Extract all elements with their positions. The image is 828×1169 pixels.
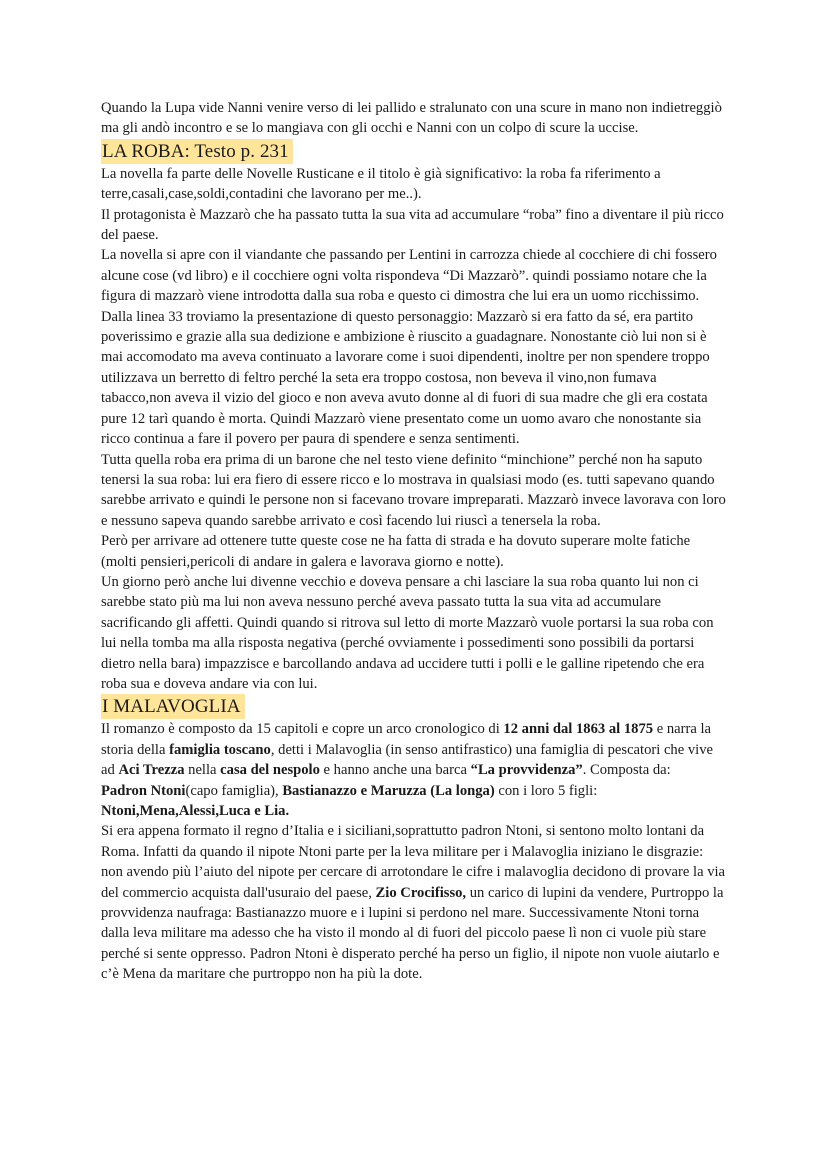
roba-paragraph-5: Tutta quella roba era prima di un barone che nel testo viene definito “minchione” perché non ha saputo tenersi la sua roba: lui era fiero di essere ricco e lo mostrava in qualsiasi modo (es. tutti sapevano quando sarebbe arrivato e quindi le persone non si facevano trovare impreparati. Mazzarò invece lavorava con loro e nessuno sapeva quando sarebbe arrivato e così facendo lui riuscì a tenersela la roba. <box>101 451 726 529</box>
text-span: e narra la storia della <box>101 721 711 758</box>
section-heading-la-roba: LA ROBA: Testo p. 231 <box>101 139 293 164</box>
roba-paragraph-1: La novella fa parte delle Novelle Rusticane e il titolo è già significativo: la roba fa riferimento a terre,casali,case,soldi,contadini che lavorano per me..). <box>101 165 661 203</box>
bold-span: Bastianazzo e Maruzza (La longa) <box>282 782 495 799</box>
intro-paragraph: Quando la Lupa vide Nanni venire verso di lei pallido e stralunato con una scure in mano non indietreggiò ma gli andò incontro e se lo mangiava con gli occhi e Nanni con un colpo di scure la uccise. <box>101 100 722 137</box>
text-span: Il romanzo è composto da 15 capitoli e copre un arco cronologico di <box>101 721 504 738</box>
bold-span: Zio Crocifisso, <box>375 884 467 901</box>
bold-span: 12 anni dal 1863 al 1875 <box>503 721 654 738</box>
text-span: e hanno anche una barca <box>319 762 471 779</box>
bold-span: famiglia toscano <box>169 741 271 758</box>
malavoglia-paragraph-2 <box>101 821 728 984</box>
bold-span: Padron Ntoni <box>101 782 186 799</box>
malavoglia-paragraph-1 <box>101 719 728 821</box>
roba-paragraph-2: Il protagonista è Mazzarò che ha passato tutta la sua vita ad accumulare “roba” fino a diventare il più ricco del paese. <box>101 206 724 244</box>
text-span: un carico di lupini da vendere, Purtroppo la provvidenza naufraga: Bastianazzo muore e i lupini si perdono nel mare. Successivamente Ntoni torna dalla leva militare ma adesso che ha visto il mondo al di fuori del piccolo paese lì non ci vuole più stare perché si sente oppresso. Padron Ntoni è disperato perché ha perso un figlio, il nipote non vuole aiutarlo e c’è Mena da maritare che purtroppo non ha più la dote. <box>101 884 724 983</box>
bold-span: “La provvidenza” <box>470 762 583 779</box>
text-span: , detti i Malavoglia (in senso antifrastico) una famiglia di pescatori che vive ad <box>101 741 713 779</box>
text-span: Si era appena formato il regno d’Italia e i siciliani,soprattutto padron Ntoni, si sentono molto lontani da Roma. Infatti da quando il nipote Ntoni parte per la leva militare per i Malavoglia iniziano le disgrazie: non avendo più l’aiuto del nipote per cercare di arrotondare le cifre i malavoglia decidono di provare la via del commercio acquista dall'usuraio del paese, <box>101 823 726 901</box>
bold-span: casa del nespolo <box>220 762 320 779</box>
roba-heading-wrap <box>101 139 728 164</box>
text-span: (capo famiglia), <box>185 782 283 799</box>
roba-paragraph-3: La novella si apre con il viandante che passando per Lentini in carrozza chiede al cocchiere di chi fossero alcune cose (vd libro) e il cocchiere ogni volta rispondeva “Di Mazzarò”. quindi possiamo notare che la figura di mazzarò viene introdotta dalla sua roba e questo ci dimostra che lui era un uomo ricchissimo. <box>101 247 717 305</box>
roba-paragraph-4: Dalla linea 33 troviamo la presentazione di questo personaggio: Mazzarò si era fatto da sé, era partito poverissimo e grazie alla sua dedizione e ambizione è riuscito a guadagnare. Nonostante ciò lui non si è mai accomodato ma aveva continuato a lavorare come i suoi dipendenti, inoltre per non spendere troppo utilizzava un berretto di feltro perché la seta era troppo costosa, non beveva il vino,non fumava tabacco,non aveva il vizio del gioco e non aveva avuto donne al di fuori di sua madre che gli era costata pure 12 tarì quando è morta. Quindi Mazzarò viene presentato come un uomo avaro che nonostante sia ricco continua a fare il povero per paura di spendere e senza sentimenti. <box>101 308 710 448</box>
bold-span: Ntoni,Mena,Alessi,Luca e Lia. <box>101 803 290 819</box>
section-heading-i-malavoglia: I MALAVOGLIA <box>101 694 245 719</box>
text-span: . Composta da: <box>582 762 671 779</box>
roba-paragraph-7: Un giorno però anche lui divenne vecchio e doveva pensare a chi lasciare la sua roba quanto lui non ci sarebbe stato più ma lui non aveva nessuno perché aveva passato tutta la sua vita ad accumulare sacrificando gli affetti. Quindi quando si ritrova sul letto di morte Mazzarò vuole portarsi la sua roba con lui nella tomba ma alla risposta negativa (perché ovviamente i possedimenti sono possibili da portarsi dietro nella bara) impazzisce e barcollando andava ad uccidere tutti i polli e le galline ripetendo che era roba sua e doveva andare via con lui. <box>101 573 714 692</box>
text-span: con i loro 5 figli: <box>494 782 598 799</box>
bold-span: Aci Trezza <box>118 762 185 779</box>
roba-paragraph-6: Però per arrivare ad ottenere tutte queste cose ne ha fatta di strada e ha dovuto superare molte fatiche (molti pensieri,pericoli di andare in galera e lavorava giorno e notte). <box>101 533 691 570</box>
text-span: nella <box>184 762 221 779</box>
malavoglia-heading-wrap <box>101 694 728 719</box>
